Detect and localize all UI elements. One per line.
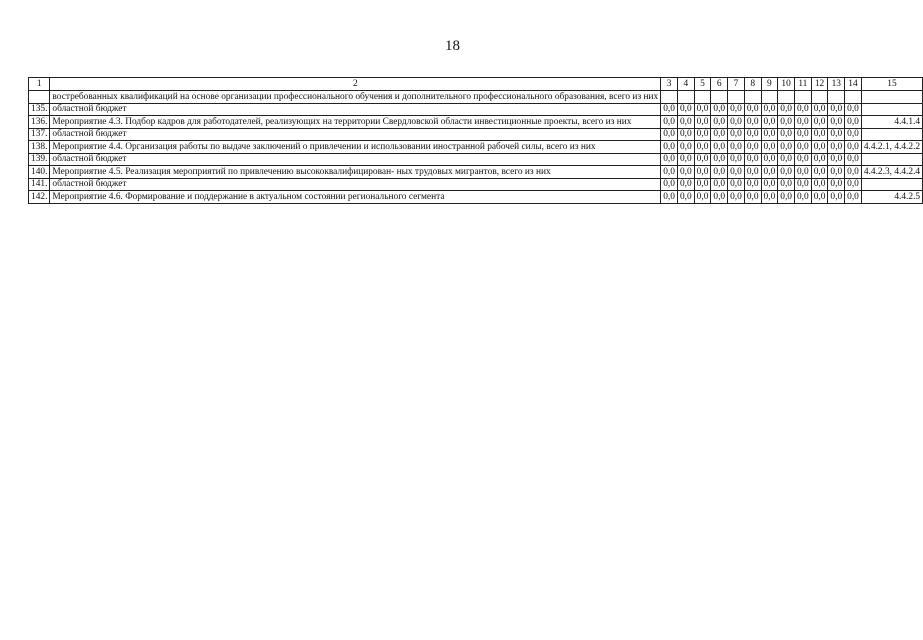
value-cell: 0,0 — [711, 154, 728, 166]
value-cell: 0,0 — [845, 129, 862, 141]
value-cell: 0,0 — [694, 116, 711, 129]
value-cell: 0,0 — [761, 141, 778, 154]
row-name: областной бюджет — [50, 104, 661, 116]
value-cell: 0,0 — [845, 166, 862, 179]
budget-row — [29, 129, 923, 141]
target-indicator-cell: 4.4.2.5 — [861, 191, 922, 204]
value-cell: 0,0 — [744, 129, 761, 141]
value-cell: 0,0 — [811, 166, 828, 179]
value-cell: 0,0 — [661, 141, 678, 154]
value-cell: 0,0 — [694, 154, 711, 166]
value-cell: 0,0 — [661, 191, 678, 204]
value-cell: 0,0 — [845, 154, 862, 166]
value-cell: 0,0 — [811, 116, 828, 129]
target-indicator-cell — [861, 154, 922, 166]
column-header: 5 — [694, 78, 711, 91]
column-header: 9 — [761, 78, 778, 91]
row-number: 136. — [29, 116, 50, 129]
column-header: 13 — [828, 78, 845, 91]
measure-row — [29, 141, 923, 154]
value-cell: 0,0 — [794, 104, 811, 116]
value-cell — [811, 91, 828, 104]
value-cell: 0,0 — [778, 166, 795, 179]
value-cell — [728, 91, 745, 104]
row-number — [29, 91, 50, 104]
value-cell: 0,0 — [744, 154, 761, 166]
value-cell: 0,0 — [828, 179, 845, 191]
value-cell: 0,0 — [661, 116, 678, 129]
value-cell: 0,0 — [728, 166, 745, 179]
value-cell: 0,0 — [728, 104, 745, 116]
column-header: 3 — [661, 78, 678, 91]
row-name: Мероприятие 4.6. Формирование и поддержание в актуальном состоянии регионального сегмента — [50, 191, 661, 204]
value-cell: 0,0 — [761, 116, 778, 129]
value-cell: 0,0 — [677, 179, 694, 191]
value-cell: 0,0 — [744, 141, 761, 154]
value-cell: 0,0 — [794, 179, 811, 191]
column-header: 4 — [677, 78, 694, 91]
row-number: 135. — [29, 104, 50, 116]
value-cell — [845, 91, 862, 104]
column-header: 6 — [711, 78, 728, 91]
value-cell: 0,0 — [761, 154, 778, 166]
value-cell — [794, 91, 811, 104]
value-cell: 0,0 — [778, 141, 795, 154]
column-header: 15 — [861, 78, 922, 91]
value-cell: 0,0 — [728, 129, 745, 141]
value-cell: 0,0 — [711, 179, 728, 191]
value-cell: 0,0 — [677, 166, 694, 179]
value-cell: 0,0 — [794, 141, 811, 154]
value-cell: 0,0 — [661, 129, 678, 141]
value-cell: 0,0 — [778, 116, 795, 129]
value-cell: 0,0 — [711, 116, 728, 129]
measure-row — [29, 191, 923, 204]
value-cell: 0,0 — [711, 129, 728, 141]
value-cell — [778, 91, 795, 104]
value-cell: 0,0 — [794, 166, 811, 179]
row-number: 138. — [29, 141, 50, 154]
value-cell: 0,0 — [711, 191, 728, 204]
column-header: 1 — [29, 78, 50, 91]
value-cell: 0,0 — [661, 179, 678, 191]
value-cell: 0,0 — [811, 104, 828, 116]
value-cell: 0,0 — [661, 166, 678, 179]
column-header: 11 — [794, 78, 811, 91]
value-cell — [761, 91, 778, 104]
value-cell: 0,0 — [828, 154, 845, 166]
row-name: областной бюджет — [50, 129, 661, 141]
value-cell: 0,0 — [694, 141, 711, 154]
value-cell: 0,0 — [811, 129, 828, 141]
column-header: 7 — [728, 78, 745, 91]
value-cell: 0,0 — [761, 104, 778, 116]
value-cell: 0,0 — [845, 141, 862, 154]
table-body — [29, 91, 923, 204]
target-indicator-cell — [861, 91, 922, 104]
value-cell: 0,0 — [661, 154, 678, 166]
row-number: 142. — [29, 191, 50, 204]
budget-table — [28, 77, 923, 204]
row-number: 141. — [29, 179, 50, 191]
row-name: Мероприятие 4.3. Подбор кадров для работодателей, реализующих на территории Свердловской области инвестиционные проекты, всего из них — [50, 116, 661, 129]
value-cell: 0,0 — [694, 104, 711, 116]
value-cell: 0,0 — [694, 166, 711, 179]
row-name: областной бюджет — [50, 179, 661, 191]
row-name: Мероприятие 4.4. Организация работы по выдаче заключений о привлечении и использовании иностранной рабочей силы, всего из них — [50, 141, 661, 154]
value-cell: 0,0 — [845, 116, 862, 129]
value-cell: 0,0 — [728, 179, 745, 191]
value-cell: 0,0 — [761, 179, 778, 191]
value-cell: 0,0 — [728, 191, 745, 204]
row-number: 137. — [29, 129, 50, 141]
value-cell: 0,0 — [761, 166, 778, 179]
value-cell: 0,0 — [677, 191, 694, 204]
value-cell: 0,0 — [711, 104, 728, 116]
column-header: 2 — [50, 78, 661, 91]
target-indicator-cell — [861, 104, 922, 116]
measure-row — [29, 116, 923, 129]
budget-row — [29, 104, 923, 116]
value-cell: 0,0 — [794, 129, 811, 141]
value-cell — [711, 91, 728, 104]
row-name: востребованных квалификаций на основе организации профессионального обучения и дополнительного профессионального образования, всего из них — [50, 91, 661, 104]
value-cell: 0,0 — [811, 191, 828, 204]
value-cell: 0,0 — [677, 104, 694, 116]
value-cell: 0,0 — [694, 179, 711, 191]
value-cell — [694, 91, 711, 104]
budget-row — [29, 179, 923, 191]
page-number: 18 — [445, 38, 460, 54]
value-cell: 0,0 — [778, 154, 795, 166]
value-cell: 0,0 — [778, 104, 795, 116]
value-cell: 0,0 — [828, 116, 845, 129]
value-cell: 0,0 — [728, 116, 745, 129]
value-cell: 0,0 — [677, 141, 694, 154]
value-cell: 0,0 — [761, 129, 778, 141]
value-cell: 0,0 — [711, 166, 728, 179]
row-name: областной бюджет — [50, 154, 661, 166]
column-header: 14 — [845, 78, 862, 91]
value-cell: 0,0 — [811, 154, 828, 166]
value-cell: 0,0 — [711, 141, 728, 154]
column-header: 10 — [778, 78, 795, 91]
budget-row — [29, 154, 923, 166]
column-header: 8 — [744, 78, 761, 91]
value-cell: 0,0 — [761, 191, 778, 204]
value-cell: 0,0 — [744, 104, 761, 116]
target-indicator-cell: 4.4.2.1, 4.4.2.2 — [861, 141, 922, 154]
row-number: 140. — [29, 166, 50, 179]
value-cell: 0,0 — [661, 104, 678, 116]
value-cell: 0,0 — [828, 141, 845, 154]
row-number: 139. — [29, 154, 50, 166]
column-header: 12 — [811, 78, 828, 91]
value-cell: 0,0 — [778, 129, 795, 141]
value-cell: 0,0 — [845, 191, 862, 204]
value-cell — [828, 91, 845, 104]
value-cell — [744, 91, 761, 104]
value-cell: 0,0 — [728, 154, 745, 166]
value-cell: 0,0 — [811, 179, 828, 191]
value-cell: 0,0 — [828, 129, 845, 141]
value-cell: 0,0 — [811, 141, 828, 154]
value-cell: 0,0 — [794, 116, 811, 129]
value-cell — [661, 91, 678, 104]
row-name: Мероприятие 4.5. Реализация мероприятий по привлечению высококвалифицирован- ных трудовых мигрантов, всего из них — [50, 166, 661, 179]
value-cell: 0,0 — [677, 116, 694, 129]
value-cell: 0,0 — [778, 191, 795, 204]
value-cell: 0,0 — [828, 166, 845, 179]
value-cell: 0,0 — [778, 179, 795, 191]
target-indicator-cell — [861, 179, 922, 191]
target-indicator-cell — [861, 129, 922, 141]
value-cell: 0,0 — [828, 104, 845, 116]
value-cell: 0,0 — [677, 154, 694, 166]
value-cell: 0,0 — [744, 179, 761, 191]
value-cell: 0,0 — [744, 166, 761, 179]
value-cell: 0,0 — [794, 154, 811, 166]
value-cell: 0,0 — [694, 191, 711, 204]
value-cell: 0,0 — [828, 191, 845, 204]
value-cell: 0,0 — [744, 191, 761, 204]
value-cell: 0,0 — [845, 179, 862, 191]
target-indicator-cell: 4.4.2.3, 4.4.2.4 — [861, 166, 922, 179]
value-cell: 0,0 — [794, 191, 811, 204]
value-cell: 0,0 — [694, 129, 711, 141]
header-row — [29, 78, 923, 91]
value-cell: 0,0 — [677, 129, 694, 141]
value-cell — [677, 91, 694, 104]
target-indicator-cell: 4.4.1.4 — [861, 116, 922, 129]
value-cell: 0,0 — [744, 116, 761, 129]
value-cell: 0,0 — [845, 104, 862, 116]
measure-row — [29, 166, 923, 179]
measure-row — [29, 91, 923, 104]
value-cell: 0,0 — [728, 141, 745, 154]
